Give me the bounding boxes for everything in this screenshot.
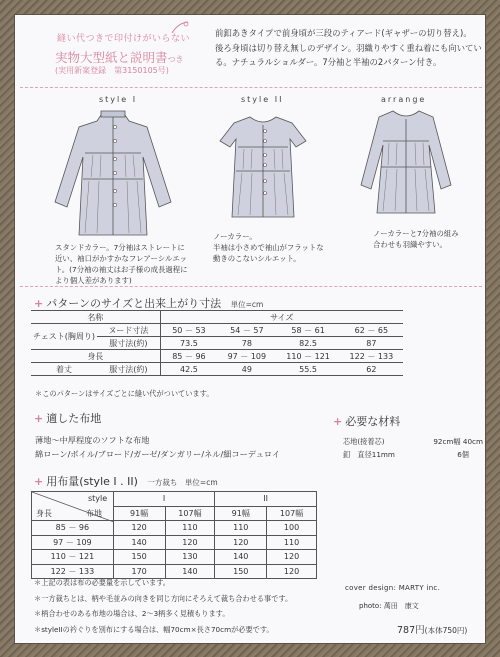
material-item [343,448,483,461]
intro-line: 前釦あきタイプで前身頃が三段のティアード(ギャザーの切り替え)。 [215,28,472,38]
table-cell: 120 [267,550,317,565]
price-main: 787円 [397,625,425,636]
yardage-sub: 一方裁ち 単位=cm [147,478,218,487]
table-cell: 130 [165,550,215,565]
table-cell: 110 [215,521,267,536]
caption-line: より個人差があります) [55,276,132,285]
table-cell: 120 [267,564,317,579]
note-line: ＊柄合わせのある布地の場合は、2～3柄多く見積もります。 [34,609,230,618]
yardage-title: 用布量(style I . II) [46,475,138,488]
intro-line: る。ナチュラルショルダー。7分袖と半袖の2パターン付き。 [215,57,442,67]
material-item [343,435,483,448]
plus-icon: + [34,297,44,310]
arrange-dress-illustration [351,105,461,217]
fabric-line: 綿ローン/ボイル/ブロード/ガーゼ/ダンガリー/ネル/細コーデュロイ [35,449,281,459]
width-header: 91幅 [215,506,267,521]
height-cell: 85 － 96 [32,521,114,536]
size-unit: 単位=cm [230,300,264,309]
yardage-table [31,491,317,579]
plus-icon: + [333,415,343,428]
style2-dress-illustration [208,111,318,223]
materials-list [343,435,483,461]
note-line: ＊上記の表は布の必要量を示しています。 [34,578,170,587]
finished-label: 服寸法(約) [97,337,160,350]
note-line: ＊styleIIの衿ぐりを別布にする場合は、幅70cm×長さ70cmが必要です。 [34,624,274,634]
material-value: 6個 [457,450,469,459]
table-cell: 62 － 65 [340,324,403,337]
materials-heading [333,413,400,429]
materials-title: 必要な材料 [345,415,401,428]
intro-text [215,26,483,70]
table-cell: 150 [113,550,165,565]
header-tagline: 縫い代つきで印付けがいらない [57,34,191,44]
table-cell: 140 [215,550,267,565]
style1-header: I [113,492,215,507]
header-title-suffix: つき [167,55,184,64]
table-row [31,350,403,363]
style1-label: style I [99,95,138,104]
price [397,622,467,636]
width-header: 107幅 [165,506,215,521]
caption-line: ノーカラーと7分袖の組み [373,229,459,238]
table-cell: 49 [217,363,276,376]
fabric-heading [34,410,101,426]
table-row [31,363,403,376]
nude-label: ヌード寸法 [97,324,160,337]
table-row [32,535,317,550]
table-cell: 42.5 [160,363,217,376]
style1-caption [55,242,188,286]
caption-line: スタンドカラー。7分袖はストレートに [55,243,185,252]
table-cell: 100 [267,521,317,536]
table-cell: 54 － 57 [217,324,276,337]
col-style-label: style [88,494,108,503]
style2-label: style II [241,95,284,104]
plus-icon: + [34,412,44,425]
height-cell: 97 － 109 [32,535,114,550]
table-cell: 110 [267,535,317,550]
width-header: 107幅 [267,506,317,521]
photo-credit: photo: 萬田 康文 [359,602,419,610]
table-cell: 110 [165,521,215,536]
caption-line: 半袖は小さめで袖山がフラットな [213,243,324,252]
note-line: ＊一方裁ちとは、柄や毛並みの向きを同じ方向にそろえて裁ち合わせる事です。 [34,593,293,603]
table-cell: 120 [215,535,267,550]
height-cell: 110 － 121 [32,550,114,565]
size-section-heading [34,295,263,311]
height-label: 身長 [31,350,160,363]
cover-credit: cover design: MARTY inc. [345,584,441,592]
table-cell: 58 － 61 [276,324,339,337]
notes [34,575,292,637]
plus-icon: + [34,475,44,488]
intro-line: 後ろ身頃は切り替え無しのデザイン。羽織りやすく重ね着にも向いてい [215,42,482,53]
fabric-title: 適した布地 [46,412,102,425]
caption-line: ノーカラー。 [213,232,257,241]
arrange-label: arrange [381,95,427,104]
header-title [55,48,184,66]
table-cell: 110 － 121 [276,350,339,363]
finished2-label: 服寸法(約) [97,363,160,376]
chest-label: チェスト(胸周り) [31,324,97,350]
needle-thread-icon [170,19,190,39]
caption-line: 近い、袖口がかすかなフレアーシルエッ [55,254,188,263]
table-cell: 55.5 [276,363,339,376]
header-patent: (実用新案登録 第3150105号) [55,66,169,75]
caption-line: 動きのこないシルエット。 [213,254,301,263]
table-cell: 122 － 133 [340,350,403,363]
table-cell: 62 [340,363,403,376]
fabric-line: 薄地～中厚程度のソフトな布地 [35,435,150,445]
height-cell: 122 － 133 [32,564,114,579]
caption-line: 合わせも羽織やすい。 [373,240,447,249]
size-section-title: パターンのサイズと出来上がり寸法 [46,297,222,310]
table-cell: 120 [113,521,165,536]
material-name: 釦 直径11mm [343,450,395,459]
fabric-desc [35,433,280,461]
material-value: 92cm幅 40cm [433,437,483,446]
diagonal-header-cell [32,492,114,521]
col-fabric-label: 布地 [86,509,102,518]
table-row [32,550,317,565]
length-label: 着丈 [31,363,97,376]
table-cell: 140 [113,535,165,550]
yardage-heading [34,473,218,489]
caption-line: ト。(7分袖の袖丈はお子様の成長過程に [55,265,188,274]
header-name: 名称 [31,311,160,324]
table-cell: 82.5 [276,337,339,350]
size-note: ＊このパターンはサイズごとに縫い代がついています。 [35,389,214,398]
style1-dress-illustration [43,107,183,242]
style2-header: II [215,492,317,507]
table-cell: 150 [215,564,267,579]
pattern-envelope-back [14,14,486,644]
header-title-text: 実物大型紙と説明書 [55,50,168,65]
table-cell: 73.5 [160,337,217,350]
width-header: 91幅 [113,506,165,521]
table-cell: 78 [217,337,276,350]
table-cell: 50 － 53 [160,324,217,337]
size-table [31,310,403,376]
arrange-caption [373,228,459,250]
material-name: 芯地(接着芯) [343,437,385,446]
header-size: サイズ [160,311,403,324]
table-cell: 87 [340,337,403,350]
table-row [31,311,403,324]
price-sub: (本体750円) [424,626,468,635]
style2-caption [213,231,324,264]
table-cell: 120 [165,535,215,550]
table-row [32,521,317,536]
col-height-label: 身長 [36,509,52,518]
table-row [31,324,403,337]
table-cell: 85 － 96 [160,350,217,363]
table-cell: 170 [113,564,165,579]
table-cell: 140 [165,564,215,579]
table-row [32,492,317,507]
table-cell: 97 － 109 [217,350,276,363]
